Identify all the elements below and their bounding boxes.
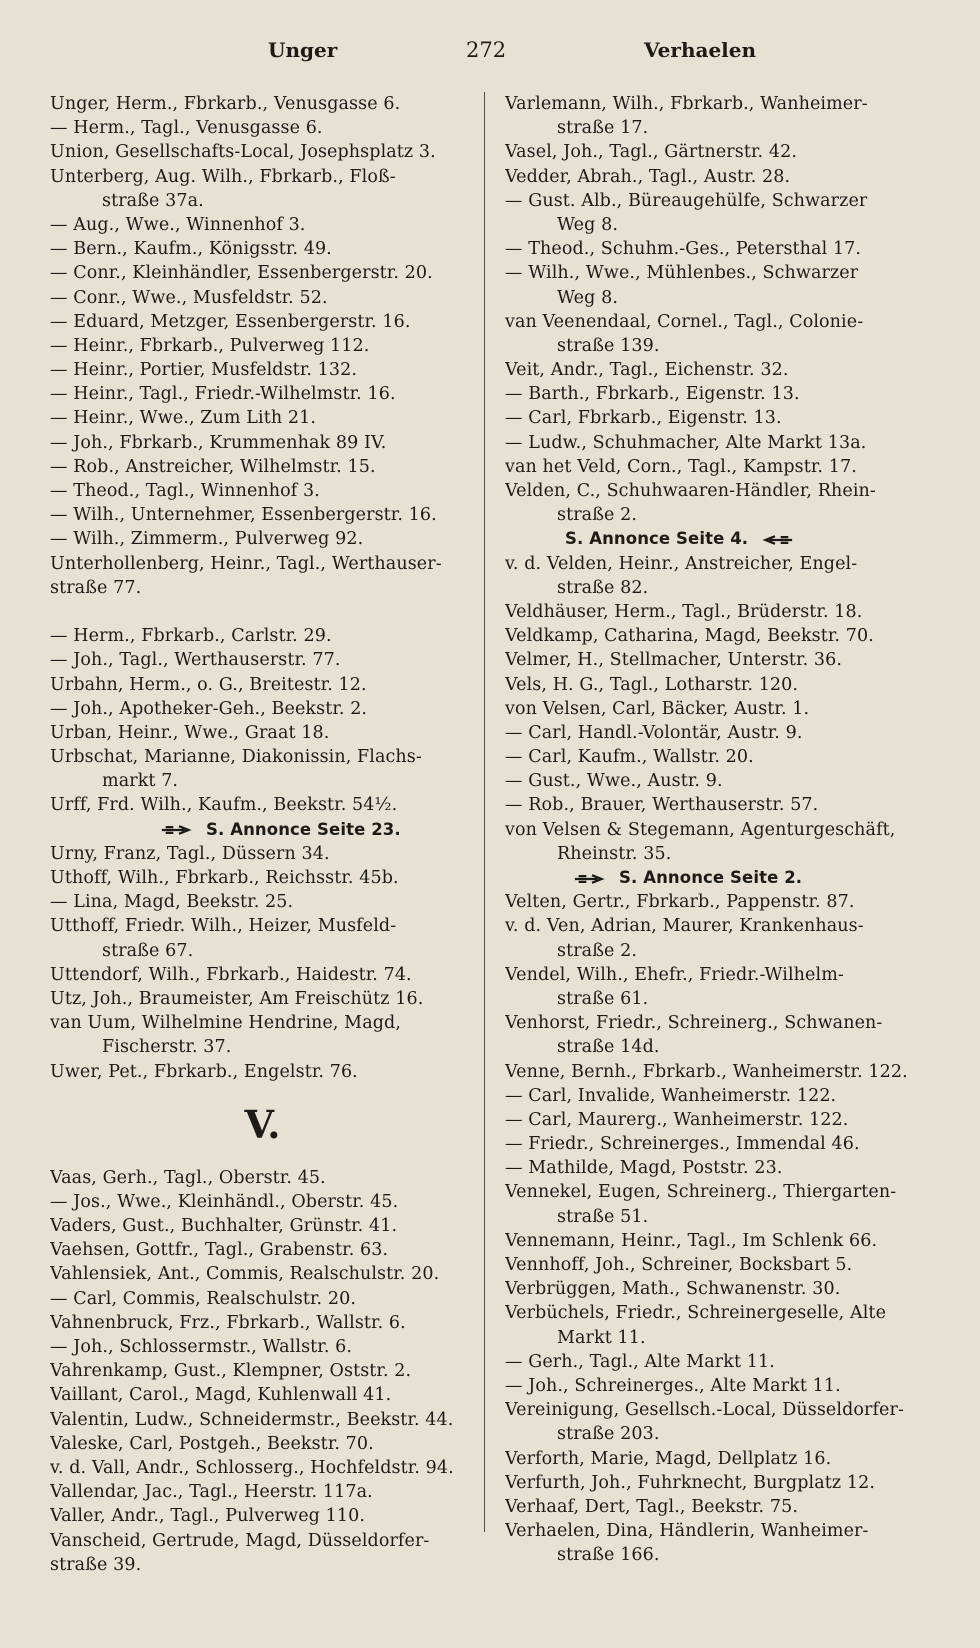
entry-line: Vels, H. G., Tagl., Lotharstr. 120.: [505, 674, 799, 695]
entry-line: — Ludw., Schuhmacher, Alte Markt 13a.: [505, 432, 867, 453]
entry-line: Valler, Andr., Tagl., Pulverweg 110.: [50, 1506, 365, 1527]
entry-line: — Carl, Maurerg., Wanheimerstr. 122.: [505, 1109, 849, 1130]
annonce-reference: [505, 527, 930, 551]
annonce-text: S. Annonce Seite 23.: [206, 819, 401, 839]
entry-continuation: [50, 600, 475, 624]
entry-line: Urff, Frd. Wilh., Kaufm., Beekstr. 54½.: [50, 795, 398, 816]
page-header: [0, 38, 980, 74]
entry-line: — Heinr., Tagl., Friedr.-Wilhelmstr. 16.: [50, 384, 396, 405]
entry-line: Venne, Bernh., Fbrkarb., Wanheimerstr. 122.: [505, 1061, 908, 1082]
entry-line: — Wilh., Zimmerm., Pulverweg 92.: [50, 529, 364, 550]
entry-line: — Eduard, Metzger, Essenbergerstr. 16.: [50, 311, 411, 332]
entry-line: — Jos., Wwe., Kleinhändl., Oberstr. 45.: [50, 1191, 399, 1212]
entry-line: — Wilh., Wwe., Mühlenbes., Schwarzer: [505, 263, 859, 284]
entry-continuation: straße 2.: [557, 505, 638, 526]
entry-line: — Joh., Schreinerges., Alte Markt 11.: [505, 1375, 841, 1396]
entry-line: Verhaelen, Dina, Händlerin, Wanheimer-: [505, 1521, 869, 1542]
section-letter: V.: [244, 1101, 281, 1147]
entry-line: Velden, C., Schuhwaaren-Händler, Rhein-: [505, 481, 876, 501]
entry-line: Urny, Franz, Tagl., Düssern 34.: [50, 843, 330, 864]
entry-line: Vanscheid, Gertrude, Magd, Düsseldorfer-: [50, 1530, 430, 1551]
annonce-text: S. Annonce Seite 4.: [565, 529, 749, 549]
entry-line: Vendel, Wilh., Ehefr., Friedr.-Wilhelm-: [505, 964, 844, 985]
entry-line: Valeske, Carl, Postgeh., Beekstr. 70.: [50, 1433, 374, 1454]
left-column: [50, 92, 475, 1625]
entry-line: Valentin, Ludw., Schneidermstr., Beekstr. 44.: [50, 1409, 454, 1430]
entry-line: Uwer, Pet., Fbrkarb., Engelstr. 76.: [50, 1061, 358, 1082]
entry-line: — Gust., Wwe., Austr. 9.: [505, 771, 723, 792]
entry-line: Vereinigung, Gesellsch.-Local, Düsseldorfer-: [505, 1400, 904, 1421]
annonce-text: S. Annonce Seite 2.: [619, 868, 803, 887]
column-divider: [484, 92, 485, 1532]
entry-line: Urban, Heinr., Wwe., Graat 18.: [50, 722, 330, 743]
entry-line: Verbrüggen, Math., Schwanenstr. 30.: [505, 1279, 841, 1300]
entry-line: v. d. Ven, Adrian, Maurer, Krankenhaus-: [505, 916, 864, 937]
entry-continuation: straße 2.: [557, 940, 638, 961]
entry-line: — Theod., Tagl., Winnenhof 3.: [50, 481, 320, 501]
entry-continuation: Fischerstr. 37.: [102, 1037, 232, 1058]
pointing-hand-icon: [756, 534, 794, 546]
entry-line: — Aug., Wwe., Winnenhof 3.: [50, 214, 306, 235]
entry-line: — Carl, Invalide, Wanheimerstr. 122.: [505, 1085, 837, 1106]
entry-line: v. d. Vall, Andr., Schlosserg., Hochfeldstr. 94.: [50, 1457, 454, 1478]
entry-line: Vennekel, Eugen, Schreinerg., Thiergarten-: [505, 1182, 897, 1203]
entry-line: Urbschat, Marianne, Diakonissin, Flachs-: [50, 747, 422, 768]
entry-line: Uttendorf, Wilh., Fbrkarb., Haidestr. 74.: [50, 964, 412, 985]
entry-line: Urbahn, Herm., o. G., Breitestr. 12.: [50, 674, 367, 695]
entry-continuation: Rheinstr. 35.: [557, 843, 672, 864]
entry-line: — Conr., Wwe., Musfeldstr. 52.: [50, 287, 328, 308]
entry-line: Velmer, H., Stellmacher, Unterstr. 36.: [505, 650, 843, 671]
pointing-hand-icon: [160, 824, 198, 836]
entry-line: Vaehsen, Gottfr., Tagl., Grabenstr. 63.: [50, 1240, 389, 1261]
entry-line: — Heinr., Portier, Musfeldstr. 132.: [50, 360, 358, 381]
header-left-keyword: Unger: [268, 38, 338, 62]
entry-line: Vahlensiek, Ant., Commis, Realschulstr. 20.: [50, 1264, 440, 1285]
entry-line: Vaders, Gust., Buchhalter, Grünstr. 41.: [50, 1216, 398, 1237]
entry-line: — Conr., Kleinhändler, Essenbergerstr. 20.: [50, 263, 433, 284]
entry-line: — Herm., Tagl., Venusgasse 6.: [50, 118, 323, 139]
entry-line: — Wilh., Unternehmer, Essenbergerstr. 16.: [50, 505, 437, 526]
entry-continuation: Weg 8.: [557, 214, 618, 235]
entry-continuation: straße 61.: [557, 988, 649, 1009]
entry-continuation: straße 17.: [557, 118, 649, 139]
entry-line: Verhaaf, Dert, Tagl., Beekstr. 75.: [505, 1496, 799, 1517]
entry-line: — Gust. Alb., Büreaugehülfe, Schwarzer: [505, 190, 868, 211]
entry-line: Veldhäuser, Herm., Tagl., Brüderstr. 18.: [505, 601, 863, 622]
entry-line: Vaas, Gerh., Tagl., Oberstr. 45.: [50, 1167, 326, 1188]
entry-continuation: straße 139.: [557, 335, 660, 356]
entry-line: Verfurth, Joh., Fuhrknecht, Burgplatz 12.: [505, 1472, 875, 1493]
entry-line: straße 77.: [50, 577, 142, 598]
entry-continuation: [50, 1601, 475, 1625]
entry-line: Varlemann, Wilh., Fbrkarb., Wanheimer-: [505, 94, 868, 114]
entry-continuation: straße 37a.: [102, 190, 204, 211]
entry-line: Union, Gesellschafts-Local, Josephsplatz 3.: [50, 142, 436, 163]
entry-line: Unterhollenberg, Heinr., Tagl., Werthauser-: [50, 553, 442, 574]
entry-line: Vasel, Joh., Tagl., Gärtnerstr. 42.: [505, 142, 797, 163]
entry-line: Vedder, Abrah., Tagl., Austr. 28.: [505, 166, 791, 187]
entry-line: — Carl, Commis, Realschulstr. 20.: [50, 1288, 356, 1309]
entry-line: — Joh., Tagl., Werthauserstr. 77.: [50, 650, 341, 671]
entry-line: van Veenendaal, Cornel., Tagl., Colonie-: [505, 311, 864, 332]
entry-line: v. d. Velden, Heinr., Anstreicher, Engel-: [505, 553, 858, 574]
entry-line: Utz, Joh., Braumeister, Am Freischütz 16.: [50, 988, 424, 1009]
entry-line: Unterberg, Aug. Wilh., Fbrkarb., Floß-: [50, 166, 396, 187]
entry-line: Vahrenkamp, Gust., Klempner, Oststr. 2.: [50, 1361, 412, 1382]
entry-continuation: straße 51.: [557, 1206, 649, 1227]
entry-line: — Joh., Fbrkarb., Krummenhak 89 IV.: [50, 432, 387, 453]
entry-line: — Heinr., Wwe., Zum Lith 21.: [50, 408, 316, 429]
entry-line: — Theod., Schuhm.-Ges., Petersthal 17.: [505, 239, 862, 260]
entry-line: Vaillant, Carol., Magd, Kuhlenwall 41.: [50, 1385, 392, 1406]
entry-line: — Joh., Apotheker-Geh., Beekstr. 2.: [50, 698, 368, 719]
entry-line: Veldkamp, Catharina, Magd, Beekstr. 70.: [505, 626, 874, 647]
entry-line: — Gerh., Tagl., Alte Markt 11.: [505, 1351, 775, 1372]
entry-line: straße 39.: [50, 1554, 142, 1575]
entry-line: Verbüchels, Friedr., Schreinergeselle, Alte: [505, 1303, 887, 1324]
entry-line: — Lina, Magd, Beekstr. 25.: [50, 892, 294, 913]
entry-line: Verforth, Marie, Magd, Dellplatz 16.: [505, 1448, 832, 1469]
page-number: 272: [466, 38, 507, 62]
entry-continuation: markt 7.: [102, 771, 179, 792]
entry-line: von Velsen & Stegemann, Agenturgeschäft,: [505, 819, 896, 840]
entry-line: — Herm., Fbrkarb., Carlstr. 29.: [50, 626, 332, 647]
header-right-keyword: Verhaelen: [644, 38, 757, 62]
entry-continuation: straße 14d.: [557, 1037, 660, 1058]
entry-line: — Bern., Kaufm., Königsstr. 49.: [50, 239, 332, 260]
entry-line: Unger, Herm., Fbrkarb., Venusgasse 6.: [50, 94, 401, 114]
entry-line: Uthoff, Wilh., Fbrkarb., Reichsstr. 45b.: [50, 868, 399, 888]
annonce-reference: [50, 818, 475, 842]
entry-line: Vennhoff, Joh., Schreiner, Bocksbart 5.: [505, 1255, 853, 1275]
entry-continuation: Weg 8.: [557, 287, 618, 308]
entry-continuation: straße 166.: [557, 1545, 660, 1566]
entry-line: — Carl, Kaufm., Wallstr. 20.: [505, 747, 754, 768]
entry-line: von Velsen, Carl, Bäcker, Austr. 1.: [505, 698, 810, 719]
right-column: [505, 92, 930, 1567]
entry-line: Vahnenbruck, Frz., Fbrkarb., Wallstr. 6.: [50, 1312, 406, 1333]
entry-line: — Heinr., Fbrkarb., Pulverweg 112.: [50, 335, 370, 356]
entry-line: van het Veld, Corn., Tagl., Kampstr. 17.: [505, 456, 857, 477]
entry-line: Utthoff, Friedr. Wilh., Heizer, Musfeld-: [50, 916, 397, 937]
entry-line: — Rob., Anstreicher, Wilhelmstr. 15.: [50, 456, 376, 477]
entry-continuation: straße 67.: [102, 940, 194, 961]
entry-line: — Carl, Handl.-Volontär, Austr. 9.: [505, 722, 803, 743]
entry-line: Veit, Andr., Tagl., Eichenstr. 32.: [505, 360, 789, 381]
entry-line: — Rob., Brauer, Werthauserstr. 57.: [505, 795, 819, 816]
annonce-reference: [505, 866, 930, 890]
entry-line: — Friedr., Schreinerges., Immendal 46.: [505, 1134, 860, 1155]
entry-continuation: Markt 11.: [557, 1327, 646, 1348]
entry-line: Vennemann, Heinr., Tagl., Im Schlenk 66.: [505, 1230, 878, 1251]
entry-line: — Mathilde, Magd, Poststr. 23.: [505, 1158, 783, 1179]
entry-line: — Carl, Fbrkarb., Eigenstr. 13.: [505, 408, 782, 429]
entry-line: Velten, Gertr., Fbrkarb., Pappenstr. 87.: [505, 892, 855, 913]
entry-line: van Uum, Wilhelmine Hendrine, Magd,: [50, 1013, 401, 1034]
pointing-hand-icon: [573, 873, 611, 885]
entry-line: — Joh., Schlossermstr., Wallstr. 6.: [50, 1337, 353, 1357]
entry-line: Vallendar, Jac., Tagl., Heerstr. 117a.: [50, 1482, 373, 1503]
entry-continuation: straße 82.: [557, 577, 649, 598]
entry-line: Venhorst, Friedr., Schreinerg., Schwanen-: [505, 1013, 883, 1034]
entry-continuation: straße 203.: [557, 1424, 660, 1445]
entry-line: [50, 1577, 475, 1601]
entry-line: — Barth., Fbrkarb., Eigenstr. 13.: [505, 384, 800, 405]
